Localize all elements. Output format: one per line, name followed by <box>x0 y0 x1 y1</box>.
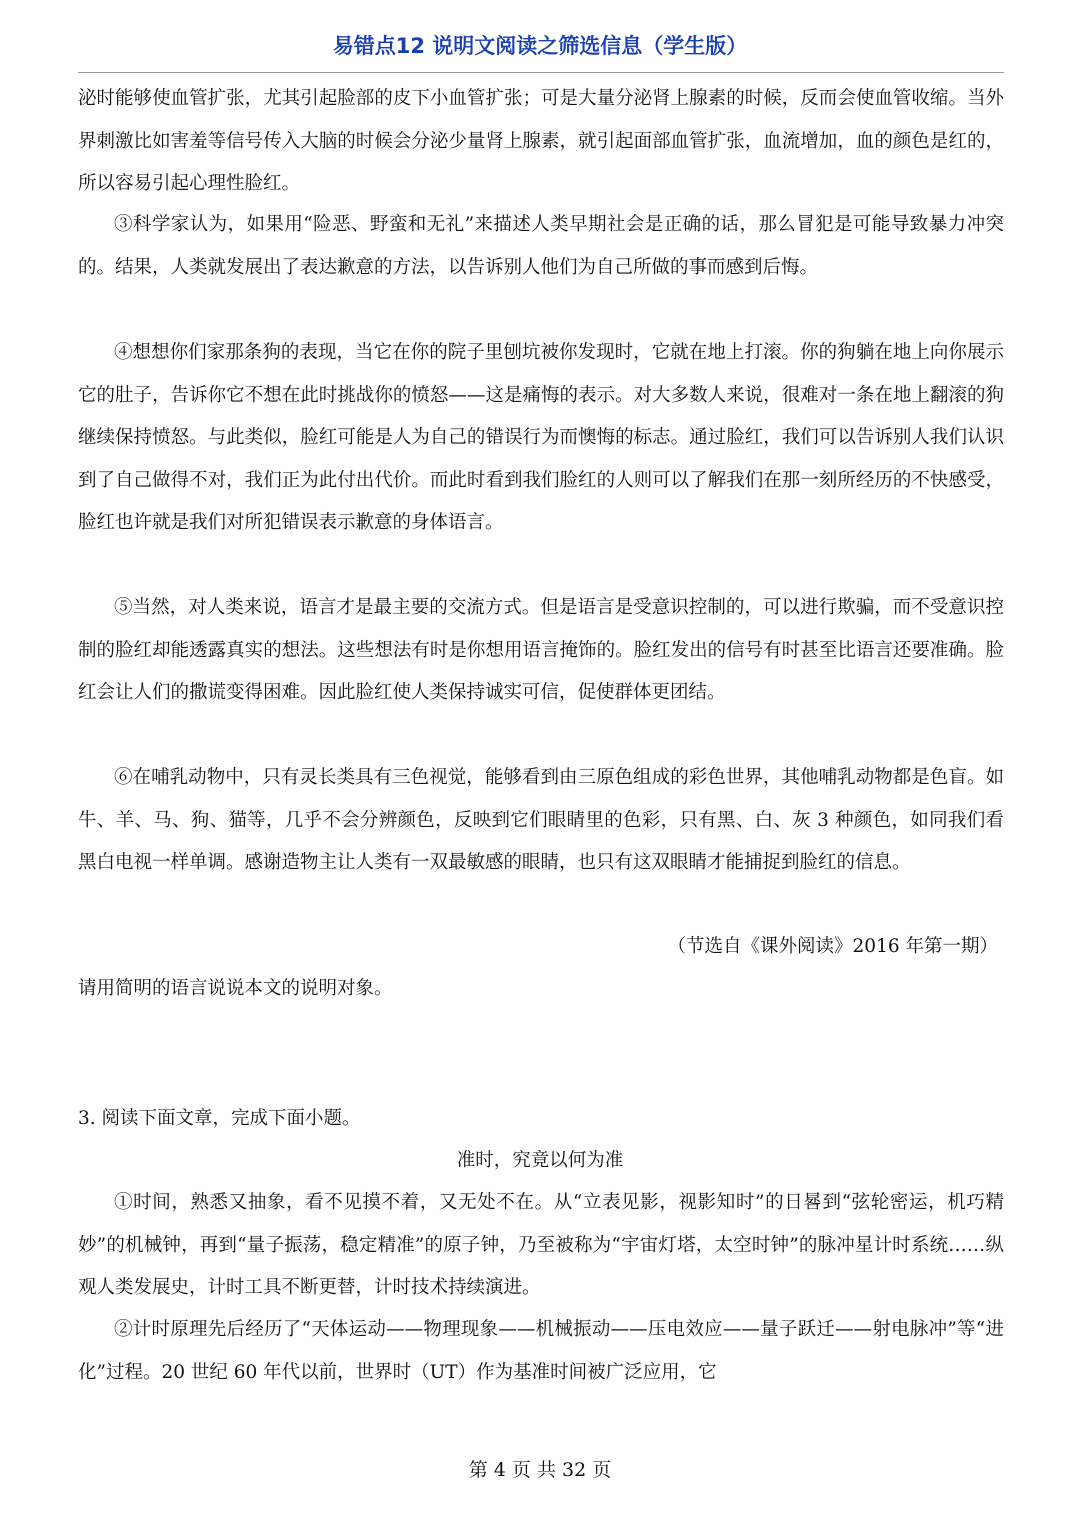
article-paragraph-2: ②计时原理先后经历了“天体运动——物理现象——机械振动——压电效应——量子跃迁——射电脉冲”等“进化”过程。20 世纪 60 年代以前，世界时（UT）作为基准时间被广泛应用，它 <box>78 1319 1004 1383</box>
paragraph-3: ③科学家认为，如果用“险恶、野蛮和无礼”来描述人类早期社会是正确的话，那么冒犯是可能导致暴力冲突的。结果，人类就发展出了表达歉意的方法，以告诉别人他们为自己所做的事而感到后悔。 <box>78 214 1004 278</box>
paragraph-5: ⑤当然，对人类来说，语言才是最主要的交流方式。但是语言是受意识控制的，可以进行欺骗，而不受意识控制的脸红却能透露真实的想法。这些想法有时是你想用语言掩饰的。脸红发出的信号有时甚至比语言还要准确。脸红会让人们的撒谎变得困难。因此脸红使人类保持诚实可信，促使群体更团结。 <box>78 597 1004 703</box>
source-citation: （节选自《课外阅读》2016 年第一期） <box>667 936 998 957</box>
page-header-title: 易错点12 说明文阅读之筛选信息（学生版） <box>332 34 748 58</box>
passage-continuation: 泌时能够使血管扩张，尤其引起脸部的皮下小血管扩张；可是大量分泌肾上腺素的时候，反而会使血管收缩。当外界刺激比如害羞等信号传入大脑的时候会分泌少量肾上腺素，就引起面部血管扩张，血流增加，血的颜色是红的，所以容易引起心理性脸红。 <box>78 88 1004 194</box>
article-paragraph-1: ①时间，熟悉又抽象，看不见摸不着，又无处不在。从“立表见影，视影知时”的日晷到“弦轮密运，机巧精妙”的机械钟，再到“量子振荡，稳定精准”的原子钟，乃至被称为“宇宙灯塔，太空时钟”的脉冲星计时系统……纵观人类发展史，计时工具不断更替，计时技术持续演进。 <box>78 1192 1004 1298</box>
page-number-footer: 第 4 页 共 32 页 <box>468 1459 612 1481</box>
paragraph-4: ④想想你们家那条狗的表现，当它在你的院子里刨坑被你发现时，它就在地上打滚。你的狗躺在地上向你展示它的肚子，告诉你它不想在此时挑战你的愤怒——这是痛悔的表示。对大多数人来说，很难对一条在地上翻滚的狗继续保持愤怒。与此类似，脸红可能是人为自己的错误行为而懊悔的标志。通过脸红，我们可以告诉别人我们认识到了自己做得不对，我们正为此付出代价。而此时看到我们脸红的人则可以了解我们在那一刻所经历的不快感受，脸红也许就是我们对所犯错误表示歉意的身体语言。 <box>78 342 1004 533</box>
paragraph-6: ⑥在哺乳动物中，只有灵长类具有三色视觉，能够看到由三原色组成的彩色世界，其他哺乳动物都是色盲。如牛、羊、马、狗、猫等，几乎不会分辨颜色，反映到它们眼睛里的色彩，只有黑、白、灰 3 种颜色，如同我们看黑白电视一样单调。感谢造物主让人类有一双最敏感的眼睛，也只有这双眼睛才能捕捉到脸红的信息。 <box>78 767 1004 873</box>
question-3-heading: 3. 阅读下面文章，完成下面小题。 <box>78 1108 361 1129</box>
header-divider <box>78 72 1004 73</box>
article-title: 准时，究竟以何为准 <box>456 1150 624 1171</box>
question-prompt: 请用简明的语言说说本文的说明对象。 <box>78 978 393 999</box>
